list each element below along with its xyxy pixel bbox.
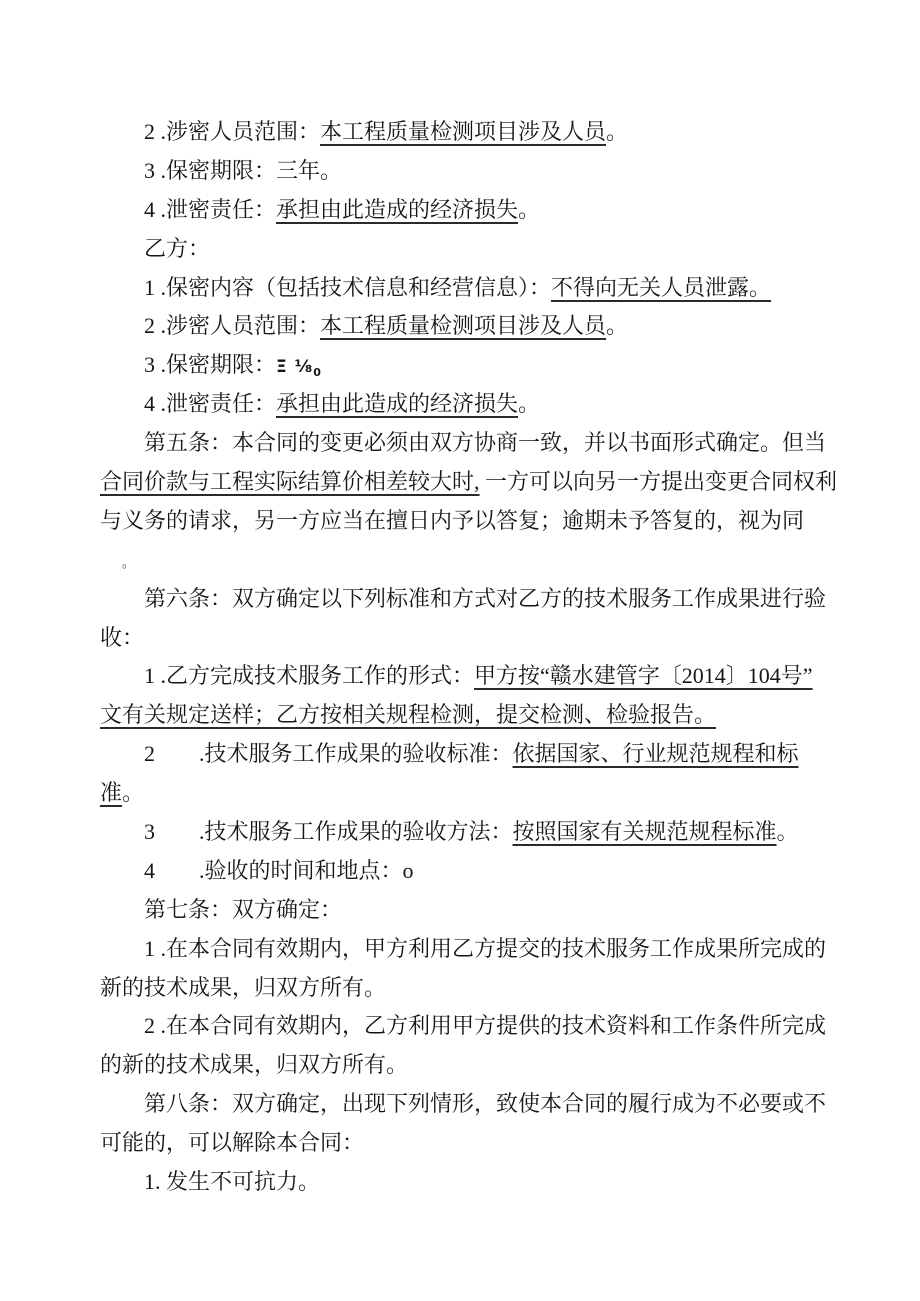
underlined-text: 准 bbox=[100, 780, 123, 806]
document-line bbox=[100, 385, 834, 424]
document-line bbox=[100, 230, 834, 269]
document-line bbox=[100, 580, 834, 619]
underlined-text: 本工程质量检测项目涉及人员 bbox=[320, 313, 607, 339]
text-segment: 可能的，可以解除本合同： bbox=[100, 1130, 365, 1156]
document-line bbox=[100, 735, 834, 774]
document-line bbox=[100, 424, 834, 463]
text-segment: 与义务的请求，另一方应当在擅日内予以答复；逾期未予答复的，视为同 bbox=[100, 507, 805, 533]
text-segment: 2 .技术服务工作成果的验收标准： bbox=[144, 741, 513, 767]
text-segment: 第七条：双方确定： bbox=[144, 896, 343, 922]
text-segment: 的新的技术成果，归双方所有。 bbox=[100, 1052, 409, 1078]
text-segment: 。 bbox=[606, 313, 629, 339]
document-line bbox=[100, 152, 834, 191]
document-line bbox=[100, 619, 834, 658]
text-segment: 0 bbox=[313, 366, 321, 380]
text-segment: 一方可以向另一方提出变更合同权利 bbox=[479, 469, 838, 495]
text-segment: 。 bbox=[122, 554, 136, 570]
document-line bbox=[100, 307, 834, 346]
document-line bbox=[100, 930, 834, 969]
document-content bbox=[100, 113, 838, 1202]
document-line bbox=[100, 1163, 834, 1202]
underlined-text: 承担由此造成的经济损失 bbox=[276, 196, 519, 222]
document-line bbox=[100, 502, 834, 541]
document-line bbox=[100, 657, 834, 696]
underlined-text: 文有关规定送样；乙方按相关规程检测，提交检测、检验报告。 bbox=[100, 702, 717, 728]
document-line bbox=[100, 541, 834, 580]
text-segment: 。 bbox=[776, 819, 799, 845]
text-segment: 1 .保密内容（包括技术信息和经营信息）： bbox=[144, 274, 552, 300]
underlined-text: 甲方按“赣水建管字〔2014〕104号” bbox=[474, 663, 813, 689]
text-segment: 第六条：双方确定以下列标准和方式对乙方的技术服务工作成果进行验 bbox=[144, 585, 827, 611]
text-segment: 。 bbox=[518, 196, 541, 222]
document-line bbox=[100, 1007, 834, 1046]
text-segment: 1 .乙方完成技术服务工作的形式： bbox=[144, 663, 475, 689]
document-line bbox=[100, 1124, 834, 1163]
text-segment: 收： bbox=[100, 624, 145, 650]
underlined-text: 承担由此造成的经济损失 bbox=[276, 391, 519, 417]
document-line bbox=[100, 191, 834, 230]
document-line bbox=[100, 813, 834, 852]
text-segment: 4 .验收的时间和地点：o bbox=[144, 857, 414, 883]
underlined-text: 依据国家、行业规范规程和标 bbox=[512, 741, 799, 767]
text-segment: 3 .保密期限：三年。 bbox=[144, 157, 343, 183]
document-line bbox=[100, 269, 834, 308]
text-segment: 2 .涉密人员范围： bbox=[144, 119, 321, 144]
text-segment: 2 .涉密人员范围： bbox=[144, 313, 321, 339]
text-segment: 第八条：双方确定，出现下列情形，致使本合同的履行成为不必要或不 bbox=[144, 1091, 827, 1117]
text-segment: 3 .保密期限： bbox=[144, 352, 277, 378]
text-segment: 1 .在本合同有效期内，甲方利用乙方提交的技术服务工作成果所完成的 bbox=[144, 935, 827, 961]
text-segment: 。 bbox=[606, 119, 629, 144]
document-line bbox=[100, 852, 834, 891]
text-segment: 4 .泄密责任： bbox=[144, 196, 277, 222]
text-segment: 新的技术成果，归双方所有。 bbox=[100, 974, 387, 1000]
text-segment: 第五条：本合同的变更必须由双方协商一致，并以书面形式确定。但当 bbox=[144, 430, 827, 456]
underlined-text: 本工程质量检测项目涉及人员 bbox=[320, 119, 607, 144]
text-segment: 乙方： bbox=[144, 235, 211, 261]
document-line bbox=[100, 1046, 834, 1085]
text-segment: 4 .泄密责任： bbox=[144, 391, 277, 417]
document-line bbox=[100, 969, 834, 1008]
document-line bbox=[100, 346, 834, 385]
document-line bbox=[100, 1085, 834, 1124]
underlined-text: 合同价款与工程实际结算价相差较大时, bbox=[100, 469, 480, 495]
text-segment: 1. 发生不可抗力。 bbox=[144, 1169, 321, 1195]
text-segment: 。 bbox=[518, 391, 541, 417]
document-line bbox=[100, 891, 834, 930]
document-line bbox=[100, 463, 838, 502]
document-line bbox=[100, 774, 834, 813]
text-segment: 。 bbox=[122, 780, 145, 806]
text-segment: 2 .在本合同有效期内，乙方利用甲方提供的技术资料和工作条件所完成 bbox=[144, 1013, 827, 1039]
text-segment: 3 .技术服务工作成果的验收方法： bbox=[144, 819, 513, 845]
underlined-text: 不得向无关人员泄露。 bbox=[551, 274, 772, 300]
underlined-text: 按照国家有关规范规程标准 bbox=[512, 819, 777, 845]
text-segment: Ξ ⅛ bbox=[276, 357, 314, 378]
document-line bbox=[100, 696, 834, 735]
document-line bbox=[100, 113, 834, 152]
